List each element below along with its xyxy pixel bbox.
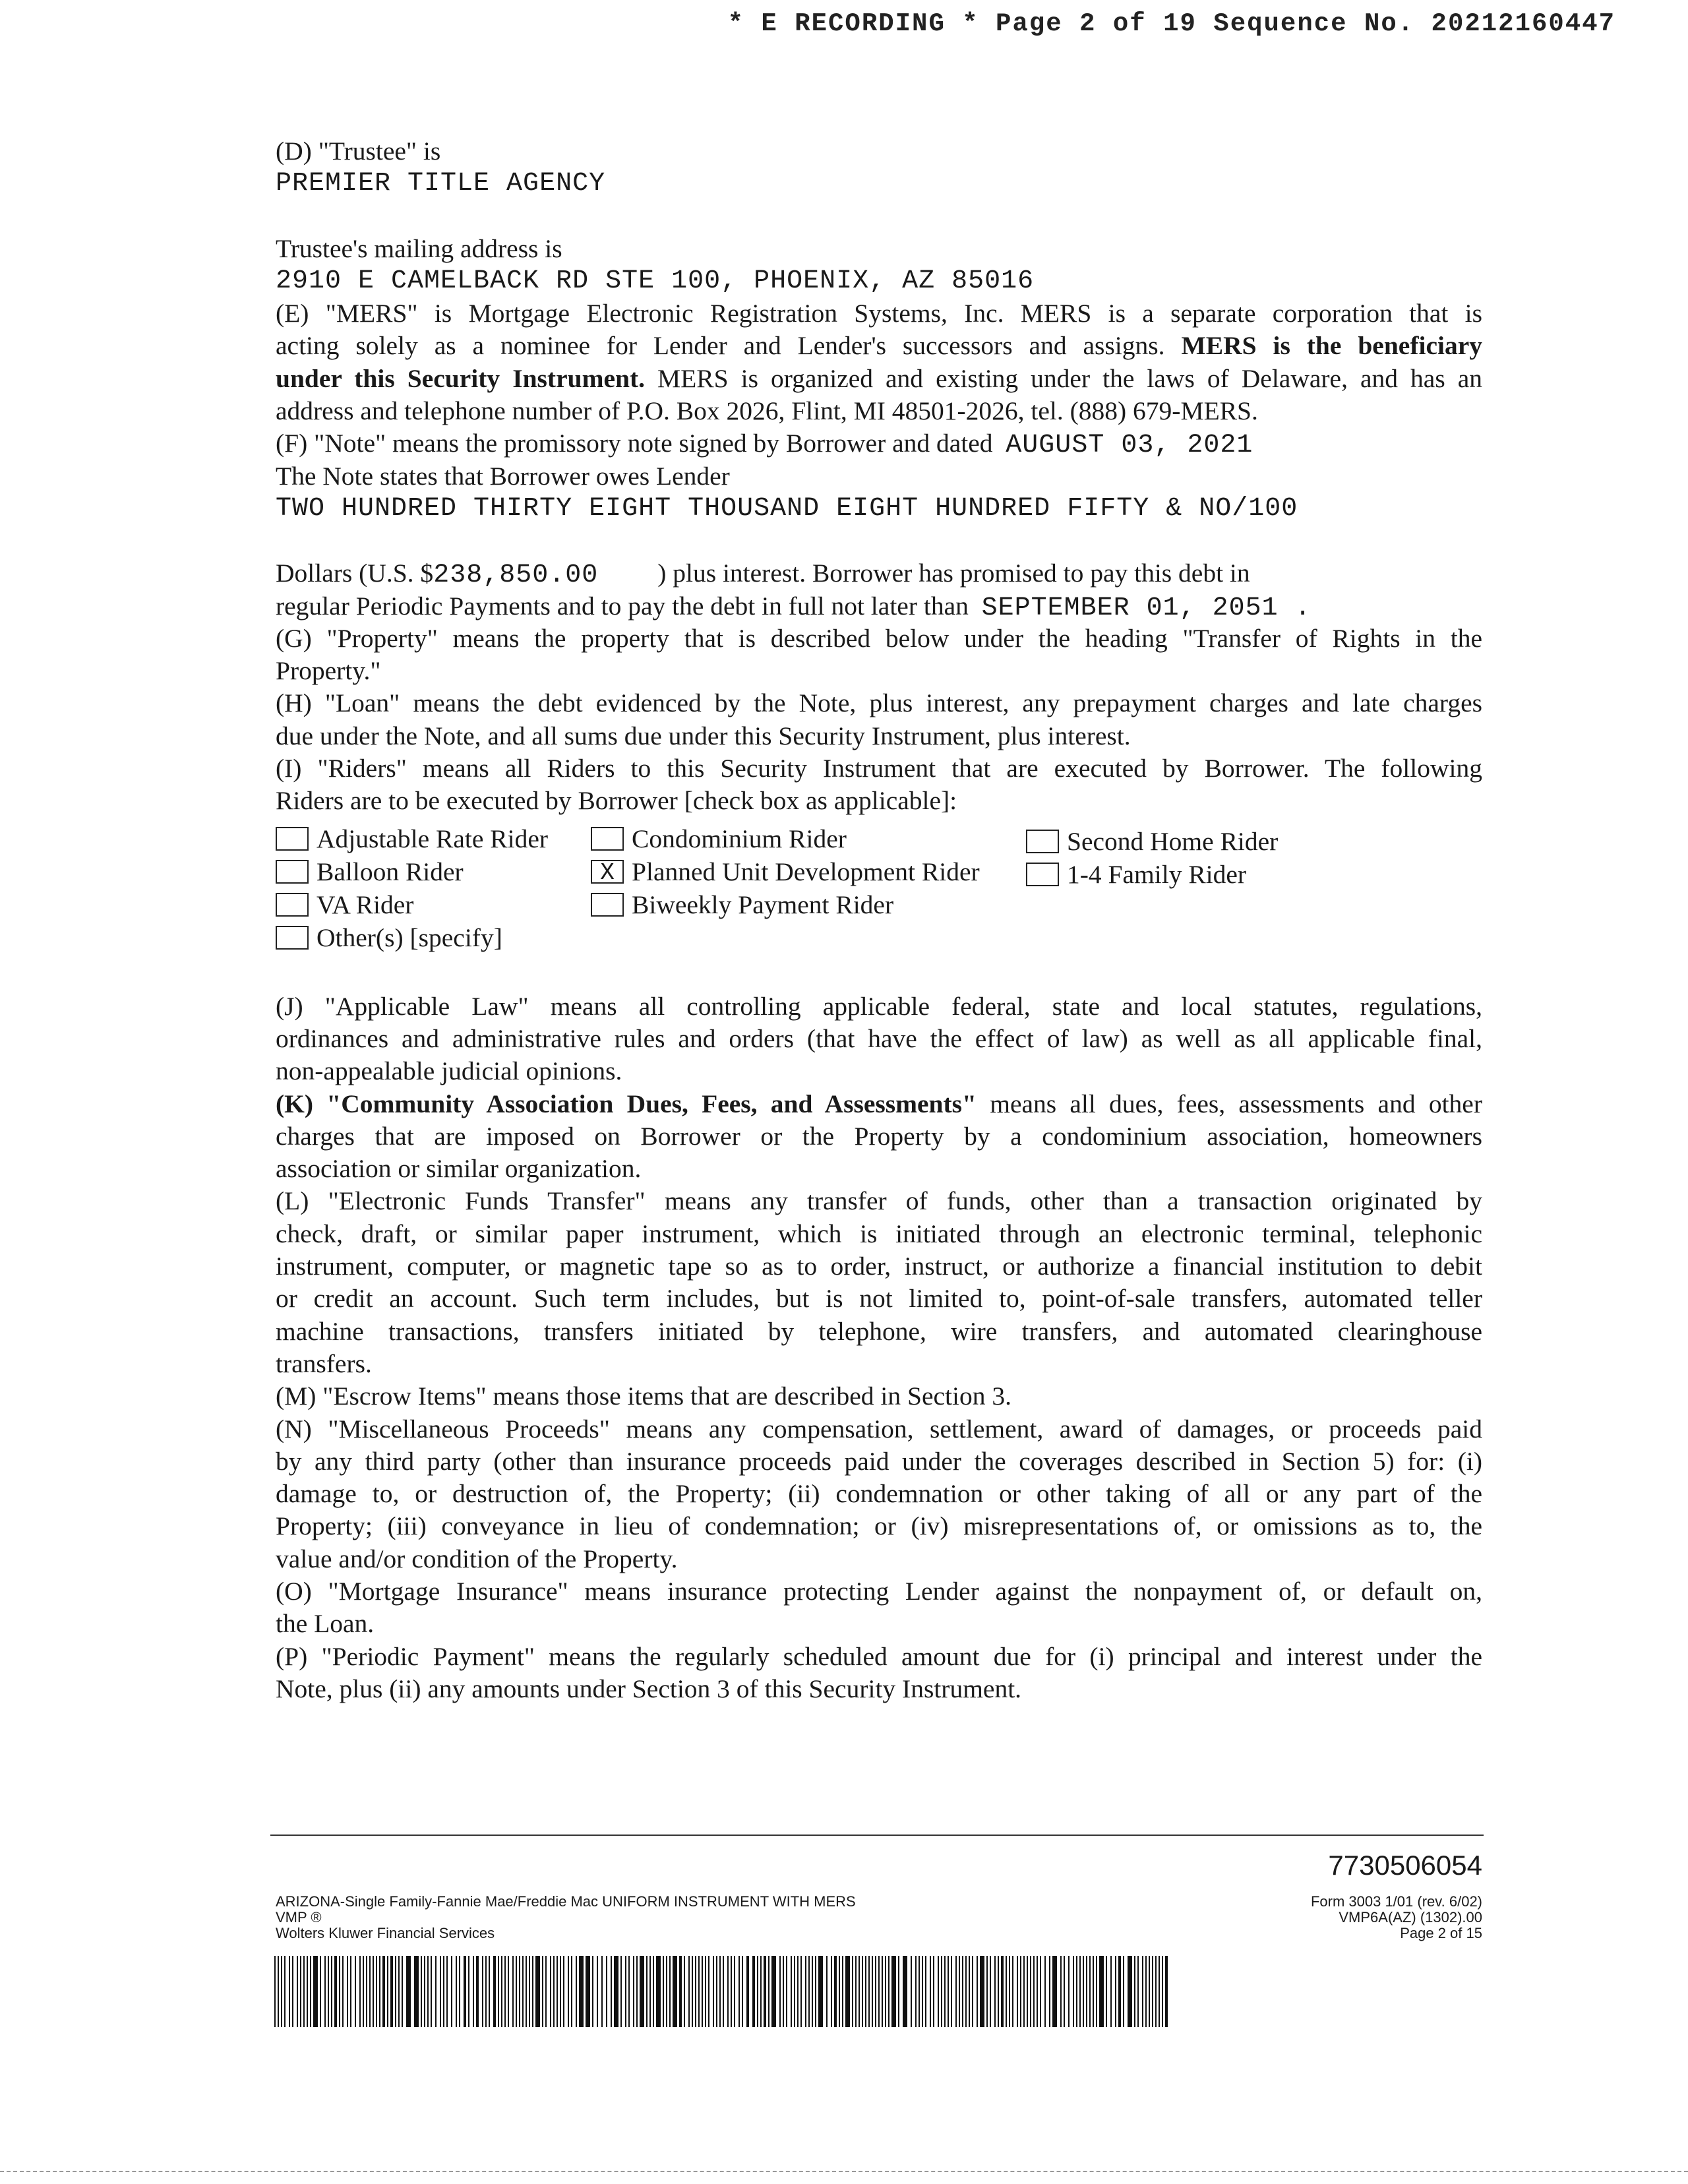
footer-page-number: Page 2 of 15 xyxy=(1400,1925,1482,1941)
def-m-1: (M) "Escrow Items" means those items that are described in Section 3. xyxy=(276,1381,1012,1411)
def-l-3: instrument, computer, or magnetic tape so as to order, instruct, or authorize a financial institution to debit xyxy=(276,1252,1482,1281)
def-l-2: check, draft, or similar paper instrument, which is initiated through an electronic terminal, telephonic xyxy=(276,1219,1482,1248)
note-amount-words: TWO HUNDRED THIRTY EIGHT THOUSAND EIGHT HUNDRED FIFTY & NO/100 xyxy=(276,493,1298,524)
def-l-5: machine transactions, transfers initiated by telephone, wire transfers, and automated clearinghouse xyxy=(276,1316,1482,1346)
mers-beneficiary-bold: MERS is the beneficiary xyxy=(1181,331,1482,361)
def-k-1-rest: means all dues, fees, assessments and other xyxy=(976,1089,1482,1118)
mers-line-4: address and telephone number of P.O. Box 2026, Flint, MI 48501-2026, tel. (888) 679-MERS. xyxy=(276,396,1258,426)
footer-publisher: Wolters Kluwer Financial Services xyxy=(276,1925,495,1941)
note-line-1 xyxy=(276,427,1482,460)
rider-va[interactable] xyxy=(276,889,413,921)
rider-checkbox[interactable] xyxy=(276,860,309,884)
def-l-1: (L) "Electronic Funds Transfer" means any transfer of funds, other than a transaction originated by xyxy=(276,1186,1482,1216)
mers-line-3 xyxy=(276,363,1482,395)
def-k-2: charges that are imposed on Borrower or the Property by a condominium association, homeowners xyxy=(276,1121,1482,1151)
def-g-1: (G) "Property" means the property that is described below under the heading "Transfer of Rights in the xyxy=(276,623,1482,653)
barcode xyxy=(274,1956,1171,2027)
def-h-2: due under the Note, and all sums due under this Security Instrument, plus interest. xyxy=(276,721,1131,750)
note-line-2: The Note states that Borrower owes Lender xyxy=(276,461,730,491)
rider-adjustable-rate[interactable] xyxy=(276,823,548,855)
trustee-name: PREMIER TITLE AGENCY xyxy=(276,169,606,199)
recording-header: * E RECORDING * Page 2 of 19 Sequence No. 20212160447 xyxy=(727,9,1615,38)
rider-1-4-family[interactable] xyxy=(1026,859,1246,891)
rider-planned-unit-development[interactable] xyxy=(591,856,980,888)
def-j-1: (J) "Applicable Law" means all controlling applicable federal, state and local statutes, regulations, xyxy=(276,991,1482,1021)
def-p-1: (P) "Periodic Payment" means the regularly scheduled amount due for (i) principal and interest under the xyxy=(276,1641,1482,1671)
def-i-1: (I) "Riders" means all Riders to this Security Instrument that are executed by Borrower. The following xyxy=(276,754,1482,783)
rider-label: Condominium Rider xyxy=(632,824,847,853)
rider-balloon[interactable] xyxy=(276,856,464,888)
dollars-suffix: ) plus interest. Borrower has promised to pay this debt in xyxy=(657,559,1250,588)
rider-biweekly-payment[interactable] xyxy=(591,889,893,921)
trustee-mailing-label: Trustee's mailing address is xyxy=(276,233,562,263)
def-l-6: transfers. xyxy=(276,1349,372,1378)
rider-label: Balloon Rider xyxy=(316,857,464,886)
rider-other[interactable] xyxy=(276,922,502,954)
def-o-1: (O) "Mortgage Insurance" means insurance protecting Lender against the nonpayment of, or default on, xyxy=(276,1576,1482,1606)
document-body xyxy=(276,135,1482,1705)
def-l-4: or credit an account. Such term includes, but is not limited to, point-of-sale transfers, automated teller xyxy=(276,1284,1482,1314)
mers-security-bold: under this Security Instrument. xyxy=(276,363,646,393)
def-n-5: value and/or condition of the Property. xyxy=(276,1544,678,1573)
rider-checkbox[interactable] xyxy=(591,827,624,851)
def-k-3: association or similar organization. xyxy=(276,1154,642,1184)
rider-checkbox[interactable] xyxy=(276,893,309,917)
note-definition: (F) "Note" means the promissory note signed by Borrower and dated xyxy=(276,429,993,458)
note-maturity-line xyxy=(276,590,1482,622)
rider-second-home[interactable] xyxy=(1026,826,1278,858)
rider-checkbox[interactable] xyxy=(591,893,624,917)
def-n-2: by any third party (other than insurance proceeds paid under the coverages described in Section 5) for: (i) xyxy=(276,1446,1482,1476)
mers-line-3b: MERS is organized and existing under the laws of Delaware, and has an xyxy=(645,363,1482,393)
rider-condominium[interactable] xyxy=(591,823,847,855)
def-j-2: ordinances and administrative rules and orders (that have the effect of law) as well as all applicable final, xyxy=(276,1023,1482,1053)
def-p-2: Note, plus (ii) any amounts under Section 3 of this Security Instrument. xyxy=(276,1674,1022,1703)
mers-line-2a: acting solely as a nominee for Lender and Lender's successors and assigns. xyxy=(276,331,1182,361)
def-k-term: (K) "Community Association Dues, Fees, and Assessments" xyxy=(276,1089,977,1118)
def-j-3: non-appealable judicial opinions. xyxy=(276,1056,622,1086)
loan-number: 7730506054 xyxy=(1328,1850,1482,1881)
rider-checkbox[interactable] xyxy=(1026,830,1059,853)
mers-line-1: (E) "MERS" is Mortgage Electronic Registration Systems, Inc. MERS is a separate corporation that is xyxy=(276,299,1482,328)
rider-label: Other(s) [specify] xyxy=(316,923,502,952)
rider-label: VA Rider xyxy=(316,890,414,919)
def-h-1: (H) "Loan" means the debt evidenced by the Note, plus interest, any prepayment charges and late charges xyxy=(276,688,1482,718)
rider-label: Biweekly Payment Rider xyxy=(632,890,894,919)
rider-checkbox[interactable] xyxy=(276,926,309,950)
rider-label: 1-4 Family Rider xyxy=(1067,859,1247,889)
def-n-1: (N) "Miscellaneous Proceeds" means any compensation, settlement, award of damages, or proceeds paid xyxy=(276,1414,1482,1443)
footer-vmp: VMP ® xyxy=(276,1909,322,1926)
note-date: AUGUST 03, 2021 xyxy=(1006,431,1253,460)
footer-form-title: ARIZONA-Single Family-Fannie Mae/Freddie Mac UNIFORM INSTRUMENT WITH MERS xyxy=(276,1893,856,1910)
rider-label: Adjustable Rate Rider xyxy=(316,824,549,853)
def-k-1 xyxy=(276,1088,1482,1120)
dollars-prefix: Dollars (U.S. $ xyxy=(276,559,434,588)
def-n-3: damage to, or destruction of, the Property; (ii) condemnation or other taking of all or any part of the xyxy=(276,1479,1482,1509)
def-o-2: the Loan. xyxy=(276,1609,375,1639)
footer-vmp-code: VMP6A(AZ) (1302).00 xyxy=(1339,1909,1482,1926)
rider-label: Planned Unit Development Rider xyxy=(632,857,980,886)
note-amount: 238,850.00 xyxy=(433,561,599,590)
def-g-2: Property." xyxy=(276,656,381,686)
trustee-address: 2910 E CAMELBACK RD STE 100, PHOENIX, AZ 85016 xyxy=(276,266,1035,296)
rider-checkbox[interactable] xyxy=(1026,863,1059,886)
rider-label: Second Home Rider xyxy=(1067,826,1279,856)
footer-form-code: Form 3003 1/01 (rev. 6/02) xyxy=(1310,1893,1482,1910)
page-edge xyxy=(0,2171,1688,2172)
riders-checklist xyxy=(276,823,1482,961)
note-maturity-date: SEPTEMBER 01, 2051 . xyxy=(981,593,1311,622)
rider-checkbox-checked[interactable]: X xyxy=(591,860,624,884)
footer-form-number xyxy=(1311,1894,1482,1941)
rider-checkbox[interactable] xyxy=(276,827,309,851)
mers-line-2 xyxy=(276,330,1482,362)
def-n-4: Property; (iii) conveyance in lieu of condemnation; or (iv) misrepresentations of, or omissions as to, the xyxy=(276,1511,1482,1541)
note-dollars-line xyxy=(276,557,1482,590)
footer-divider xyxy=(270,1835,1484,1836)
def-i-2: Riders are to be executed by Borrower [check box as applicable]: xyxy=(276,786,957,816)
trustee-heading: (D) "Trustee" is xyxy=(276,136,441,166)
footer-form-info xyxy=(276,1894,856,1941)
note-maturity-text: regular Periodic Payments and to pay the debt in full not later than xyxy=(276,591,969,621)
